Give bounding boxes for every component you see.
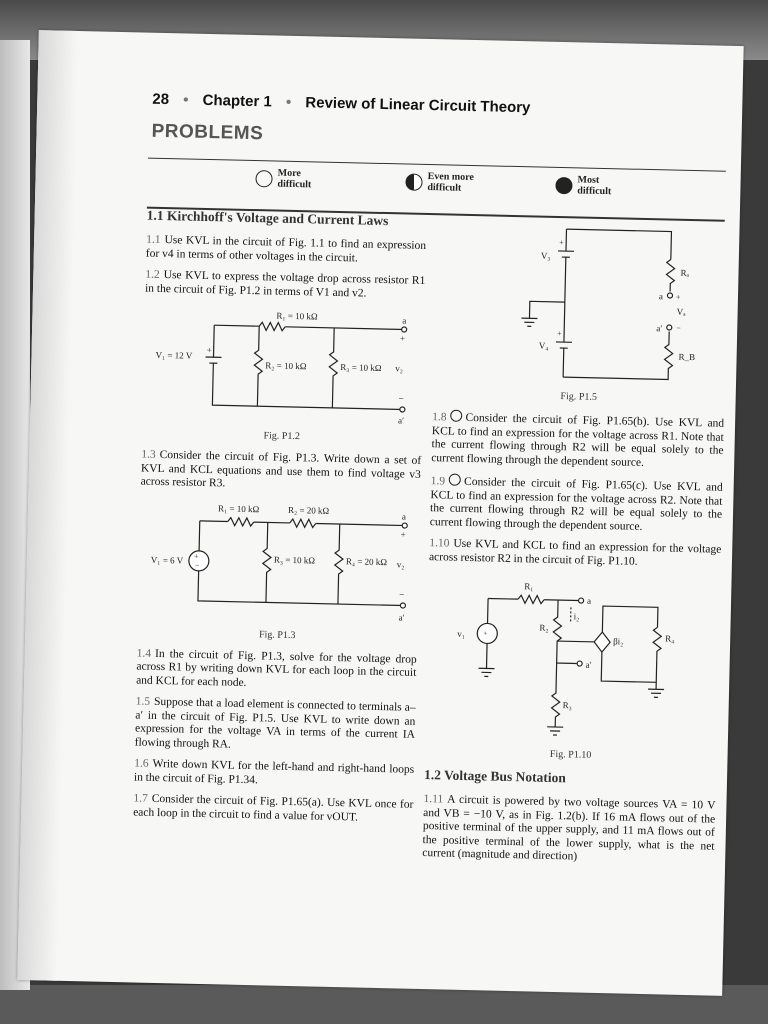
va-label: Vₐ xyxy=(676,306,686,317)
v4-label: V₄ xyxy=(538,340,549,351)
r3-label: R₃ = 10 kΩ xyxy=(273,554,316,566)
v1-label: v₁ xyxy=(457,628,466,639)
problem-1-7: 1.7 Consider the circuit of Fig. P1.65(a). Use KVL once for each loop in the circuit to find a value for vOUT. xyxy=(133,792,414,824)
r3-label: R₃ = 10 kΩ xyxy=(340,362,382,373)
section-heading: 1.2 Voltage Bus Notation xyxy=(423,767,566,786)
figure-p1-3 xyxy=(137,497,420,643)
legend-even-more-difficult: Even more difficult xyxy=(405,170,482,194)
r2-label: R₂ = 20 kΩ xyxy=(287,504,330,516)
half-circle-icon xyxy=(405,173,422,190)
source-plus: + xyxy=(193,551,199,561)
book-page xyxy=(17,30,743,996)
terminal-a-label: a xyxy=(586,595,592,606)
problem-1-4: 1.4 In the circuit of Fig. P1.3, solve for the voltage drop across R1 by writing down KVL for each loop in the circuit and KCL for each node. xyxy=(136,647,417,689)
plus-label: + xyxy=(675,292,681,302)
terminal-a-label: a xyxy=(402,315,407,326)
i2-label: i₂ xyxy=(573,611,580,622)
bullet-icon: • xyxy=(182,91,189,109)
problems-heading: PROBLEMS xyxy=(151,120,264,145)
chapter-label: Chapter 1 xyxy=(202,91,272,111)
plus-label: + xyxy=(557,328,562,339)
bullet-icon: • xyxy=(285,93,292,111)
ra-label: Rₐ xyxy=(680,267,690,278)
terminal-a-prime-label: a′ xyxy=(656,323,663,334)
terminal-a-label: a xyxy=(658,291,664,302)
problem-1-8: 1.8 Consider the circuit of Fig. P1.65(b). Use KVL and KCL to find an expression for the voltage across R1. Note that the current flowing through R2 will be equal solely to the current flowing through the dependent source. xyxy=(431,411,725,469)
legend-more-difficult: More difficult xyxy=(255,167,332,191)
terminal-a-prime-label: a′ xyxy=(585,659,592,670)
terminal-a-prime-label: a′ xyxy=(397,415,405,426)
right-column xyxy=(422,214,729,875)
minus-label: − xyxy=(399,588,405,600)
chapter-title: Review of Linear Circuit Theory xyxy=(305,94,531,117)
circuit-diagram xyxy=(142,304,425,430)
v2-label: v₂ xyxy=(395,363,404,374)
minus-label: − xyxy=(676,323,681,333)
v2-label: v₂ xyxy=(396,558,405,570)
problem-1-2: 1.2 Use KVL to express the voltage drop across resistor R1 in the circuit of Fig. P1.2 in terms of V1 and v2. xyxy=(144,268,426,300)
problem-1-6: 1.6 Write down KVL for the left-hand and right-hand loops in the circuit of Fig. P1.34. xyxy=(133,757,415,786)
r2-label: R₂ = 10 kΩ xyxy=(265,360,307,372)
filled-circle-icon xyxy=(555,176,572,193)
minus-label: − xyxy=(398,393,404,404)
r4-label: R₄ = 20 kΩ xyxy=(345,555,388,567)
v1-label: V₁ = 12 V xyxy=(155,349,193,361)
terminal-a-label: a xyxy=(401,510,407,522)
problem-1-11: 1.11 A circuit is powered by two voltage sources VA = 10 V and VB = −10 V, as in Fig. 1.2(b). If 16 mA flows out of the positive terminal of the upper supply, and 11 mA flows out of the positive terminal of the lower supply, what is the net current (magnitude and direction) xyxy=(422,793,716,863)
v3-label: V₃ xyxy=(540,250,551,261)
legend-most-difficult: Most difficult xyxy=(555,174,622,198)
circuit-diagram xyxy=(433,214,729,391)
plus-label: + xyxy=(399,333,406,344)
figure-caption: Fig. P1.5 xyxy=(560,391,598,403)
circuit-diagram xyxy=(425,572,721,749)
figure-p1-2 xyxy=(142,304,425,445)
empty-circle-icon xyxy=(450,410,462,422)
problem-1-10: 1.10 Use KVL and KCL to find an expression for the voltage across resistor R2 in the circuit of Fig. P1.10. xyxy=(428,537,722,568)
source-plus: + xyxy=(483,629,488,638)
left-column xyxy=(133,208,427,834)
source-minus: − xyxy=(194,560,200,570)
r2-label: R₂ xyxy=(539,622,549,633)
r1-label: R₁ xyxy=(524,581,534,592)
circuit-diagram xyxy=(137,497,420,628)
page-number: 28 xyxy=(152,90,170,109)
terminal-a-prime-label: a′ xyxy=(398,611,405,623)
running-header xyxy=(152,91,530,117)
r1-label: R₁ = 10 kΩ xyxy=(276,310,318,322)
rb-label: R_B xyxy=(678,351,696,363)
plus-label: + xyxy=(559,237,564,248)
plus-label: + xyxy=(206,345,212,356)
problem-1-9: 1.9 Consider the circuit of Fig. P1.65(c). Use KVL and KCL to find an expression for the voltage across R2. Note that the current flowing through R2 will be equal solely to the current flowing through the dependent source. xyxy=(429,475,723,533)
figure-p1-5 xyxy=(433,214,729,406)
figure-caption: Fig. P1.10 xyxy=(549,748,592,761)
empty-circle-icon xyxy=(449,474,461,486)
empty-circle-icon xyxy=(255,170,272,187)
v1-label: V₁ = 6 V xyxy=(150,554,184,566)
problem-1-5: 1.5 Suppose that a load element is connected to terminals a–a′ in the circuit of Fig. P1.5. Use KVL to write down an expression for the voltage VA in terms of the current IA flowing through RA. xyxy=(134,695,416,751)
plus-label: + xyxy=(400,528,406,540)
r1-label: R₁ = 10 kΩ xyxy=(217,502,260,514)
figure-p1-10 xyxy=(424,572,720,764)
figure-caption: Fig. P1.3 xyxy=(258,628,296,641)
section-heading: 1.1 Kirchhoff's Voltage and Current Laws xyxy=(146,207,389,229)
problem-1-1: 1.1 Use KVL in the circuit of Fig. 1.1 to find an expression for v4 in terms of other voltages in the circuit. xyxy=(145,233,427,264)
beta-i2-label: βi₂ xyxy=(613,636,624,647)
r4-label: R₄ xyxy=(665,633,675,644)
r3-label: R₃ xyxy=(562,700,572,711)
figure-caption: Fig. P1.2 xyxy=(263,430,301,443)
problem-1-3: 1.3 Consider the circuit of Fig. P1.3. Write down a set of KVL and KCL equations and use them to find voltage v3 across resistor R3. xyxy=(140,448,422,490)
